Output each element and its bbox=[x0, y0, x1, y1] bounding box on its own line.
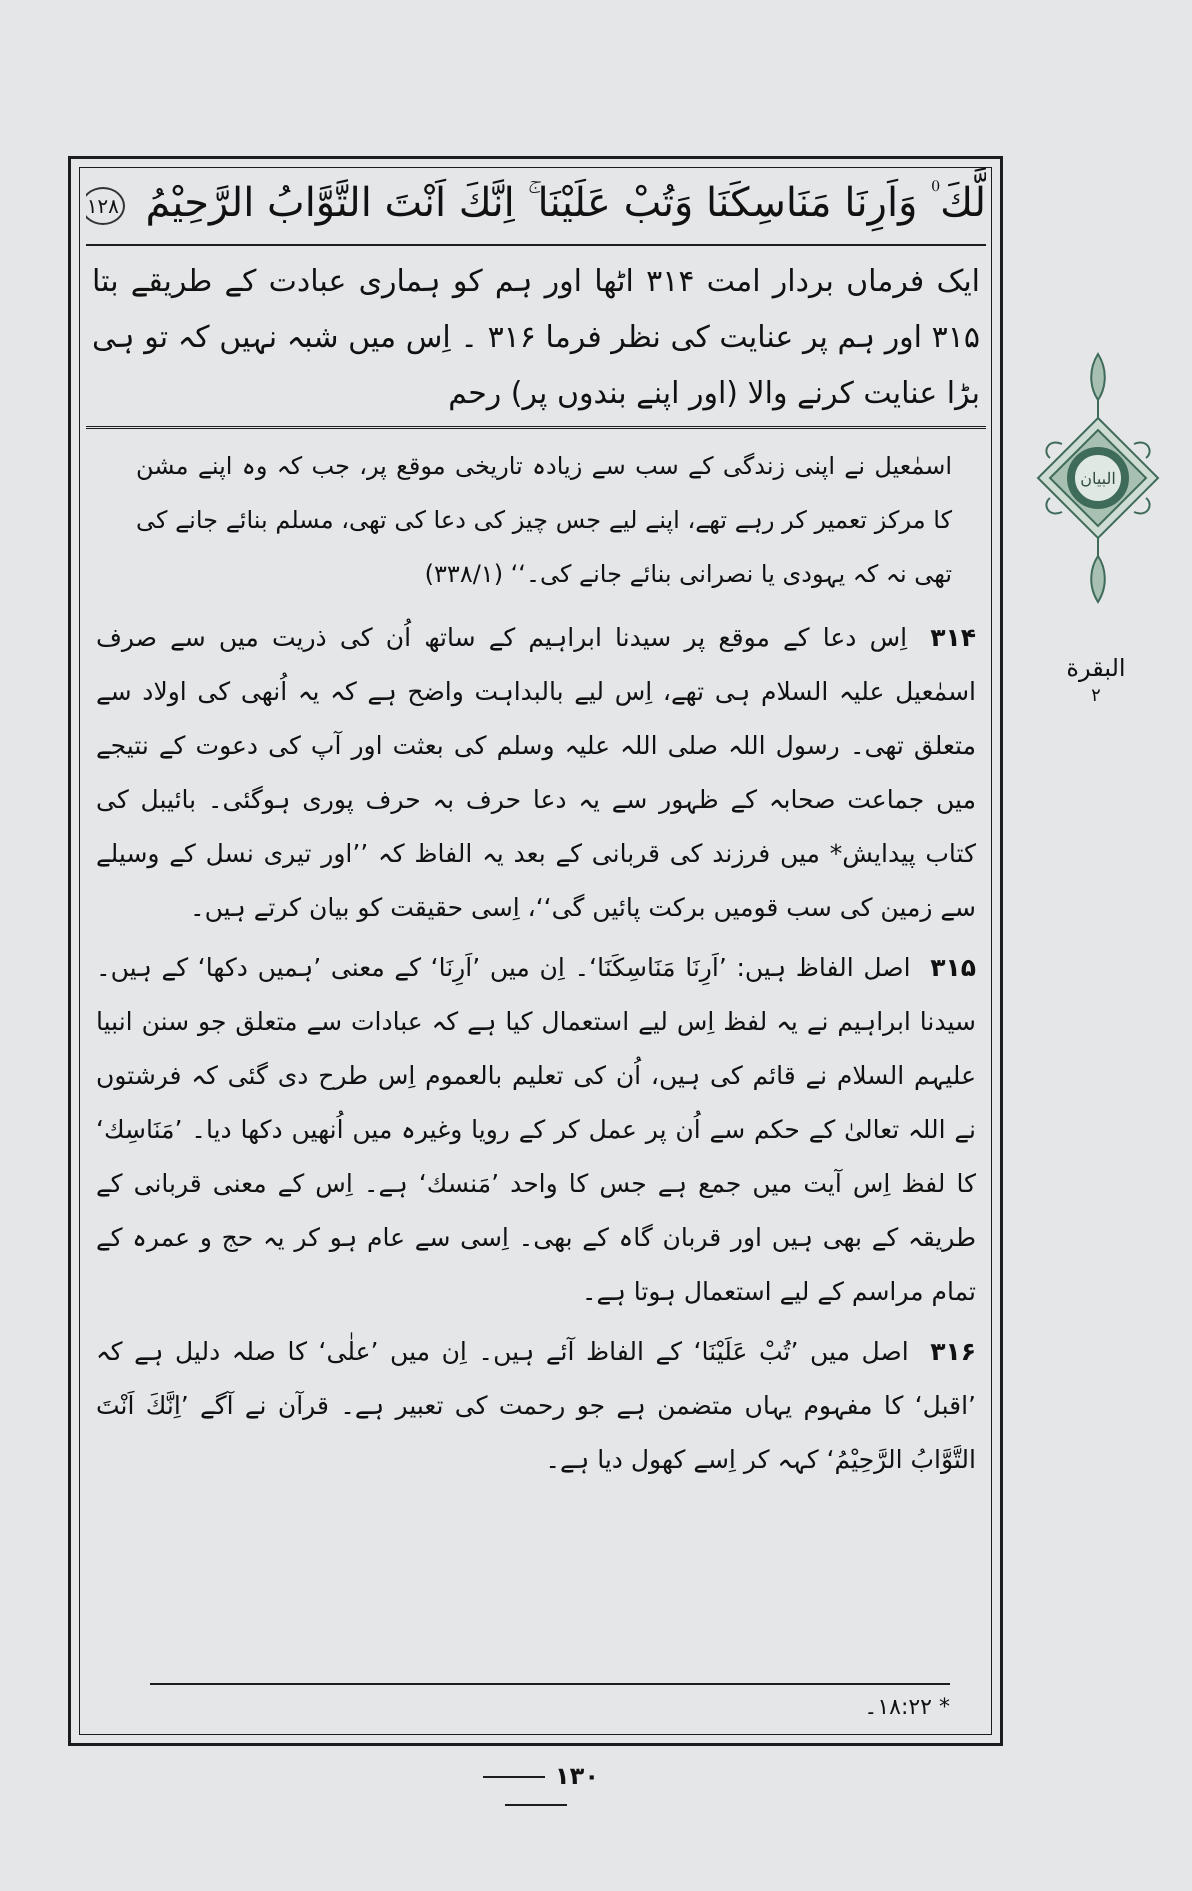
page-content bbox=[86, 168, 986, 1487]
surah-label bbox=[1036, 654, 1156, 710]
commentary bbox=[86, 429, 986, 1487]
note-number: ۳۱۵ bbox=[930, 953, 976, 982]
quran-verse bbox=[86, 168, 986, 246]
verse-number: ١٢٨ bbox=[86, 187, 125, 225]
note-text: اصل الفاظ ہیں: ’اَرِنَا مَنَاسِكَنَا‘۔ اِن میں ’اَرِنَا‘ کے معنی ’ہمیں دکھا‘ کے ہیں۔ سیدنا ابراہیم نے یہ لفظ اِس لیے استعمال کیا ہے کہ عبادات سے متعلق جو سنن انبیا علیہم السلام نے قائم کی ہیں، اُن کی تعلیم بالعموم اِس طرح دی گئی کہ فرشتوں نے اللہ تعالیٰ کے حکم سے اُن پر عمل کر کے رویا وغیرہ میں اُنھیں دکھا دیا۔ ’مَنَاسِك‘ کا لفظ اِس آیت میں جمع ہے جس کا واحد ’مَنسك‘ ہے۔ اِس کے معنی قربانی کے طریقہ کے بھی ہیں اور قربان گاہ کے بھی۔ اِسی سے عام ہو کر یہ حج و عمرہ کے تمام مراسم کے لیے استعمال ہوتا ہے۔ bbox=[96, 953, 976, 1306]
page-number-dash-right bbox=[505, 1804, 567, 1806]
surah-title: البقرة bbox=[1066, 654, 1126, 682]
note-item bbox=[96, 1325, 976, 1487]
ornament-label: البیان bbox=[1080, 469, 1116, 488]
note-item bbox=[96, 611, 976, 935]
page-number-dash-left bbox=[483, 1776, 545, 1778]
note-number: ۳۱۴ bbox=[930, 623, 976, 652]
verse-text: لَّكَ ۠ وَاَرِنَا مَنَاسِكَنَا وَتُبْ عَلَيْنَا ۚ اِنَّكَ اَنْتَ التَّوَّابُ الرَّحِيْمُ bbox=[145, 180, 986, 226]
note-number: ۳۱۶ bbox=[930, 1337, 976, 1366]
page-number-text: ۱۳۰ bbox=[555, 1762, 599, 1790]
footnote: * ۱۸:۲۲۔ bbox=[864, 1695, 950, 1720]
note-text: اصل میں ’تُبْ عَلَيْنَا‘ کے الفاظ آئے ہیں۔ اِن میں ’علٰی‘ کا صلہ دلیل ہے کہ ’اقبل‘ کا مفہوم یہاں متضمن ہے جو رحمت کی تعبیر ہے۔ قرآن نے آگے ’اِنَّكَ اَنْتَ التَّوَّابُ الرَّحِيْمُ‘ کہہ کر اِسے کھول دیا ہے۔ bbox=[96, 1337, 976, 1474]
surah-number: ۲ bbox=[1091, 685, 1101, 706]
page-number bbox=[436, 1762, 636, 1818]
footnote-divider bbox=[150, 1683, 950, 1685]
note-item bbox=[96, 941, 976, 1319]
verse-translation: ایک فرماں بردار امت ۳۱۴ اٹھا اور ہم کو ہماری عبادت کے طریقے بتا ۳۱۵ اور ہم پر عنایت کی نظر فرما ۳۱۶ ۔ اِس میں شبہ نہیں کہ تو ہی بڑا عنایت کرنے والا (اور اپنے بندوں پر) رحم bbox=[86, 246, 986, 429]
floral-ornament-icon bbox=[1028, 348, 1168, 608]
quoted-passage: اسمٰعیل نے اپنی زندگی کے سب سے زیادہ تاریخی موقع پر، جب کہ وہ اپنے مشن کا مرکز تعمیر کر رہے تھے، اپنے لیے جس چیز کی دعا کی تھی، مسلم بنائے جانے کی تھی نہ کہ یہودی یا نصرانی بنائے جانے کی۔‘‘ (۳۳۸/۱) bbox=[136, 452, 952, 588]
note-text: اِس دعا کے موقع پر سیدنا ابراہیم کے ساتھ اُن کی ذریت میں سے صرف اسمٰعیل علیہ السلام ہی تھے، اِس لیے بالبداہت واضح ہے کہ یہ اُنھی کی اولاد سے متعلق تھی۔ رسول اللہ صلی اللہ علیہ وسلم کی بعثت اور آپ کی دعوت کے نتیجے میں جماعت صحابہ کے ظہور سے یہ دعا حرف بہ حرف پوری ہوگئی۔ بائیبل کی کتاب پیدایش* میں فرزند کی قربانی کے بعد یہ الفاظ کہ ’’اور تیری نسل کے وسیلے سے زمین کی سب قومیں برکت پائیں گی‘‘، اِسی حقیقت کو بیان کرتے ہیں۔ bbox=[96, 623, 976, 922]
